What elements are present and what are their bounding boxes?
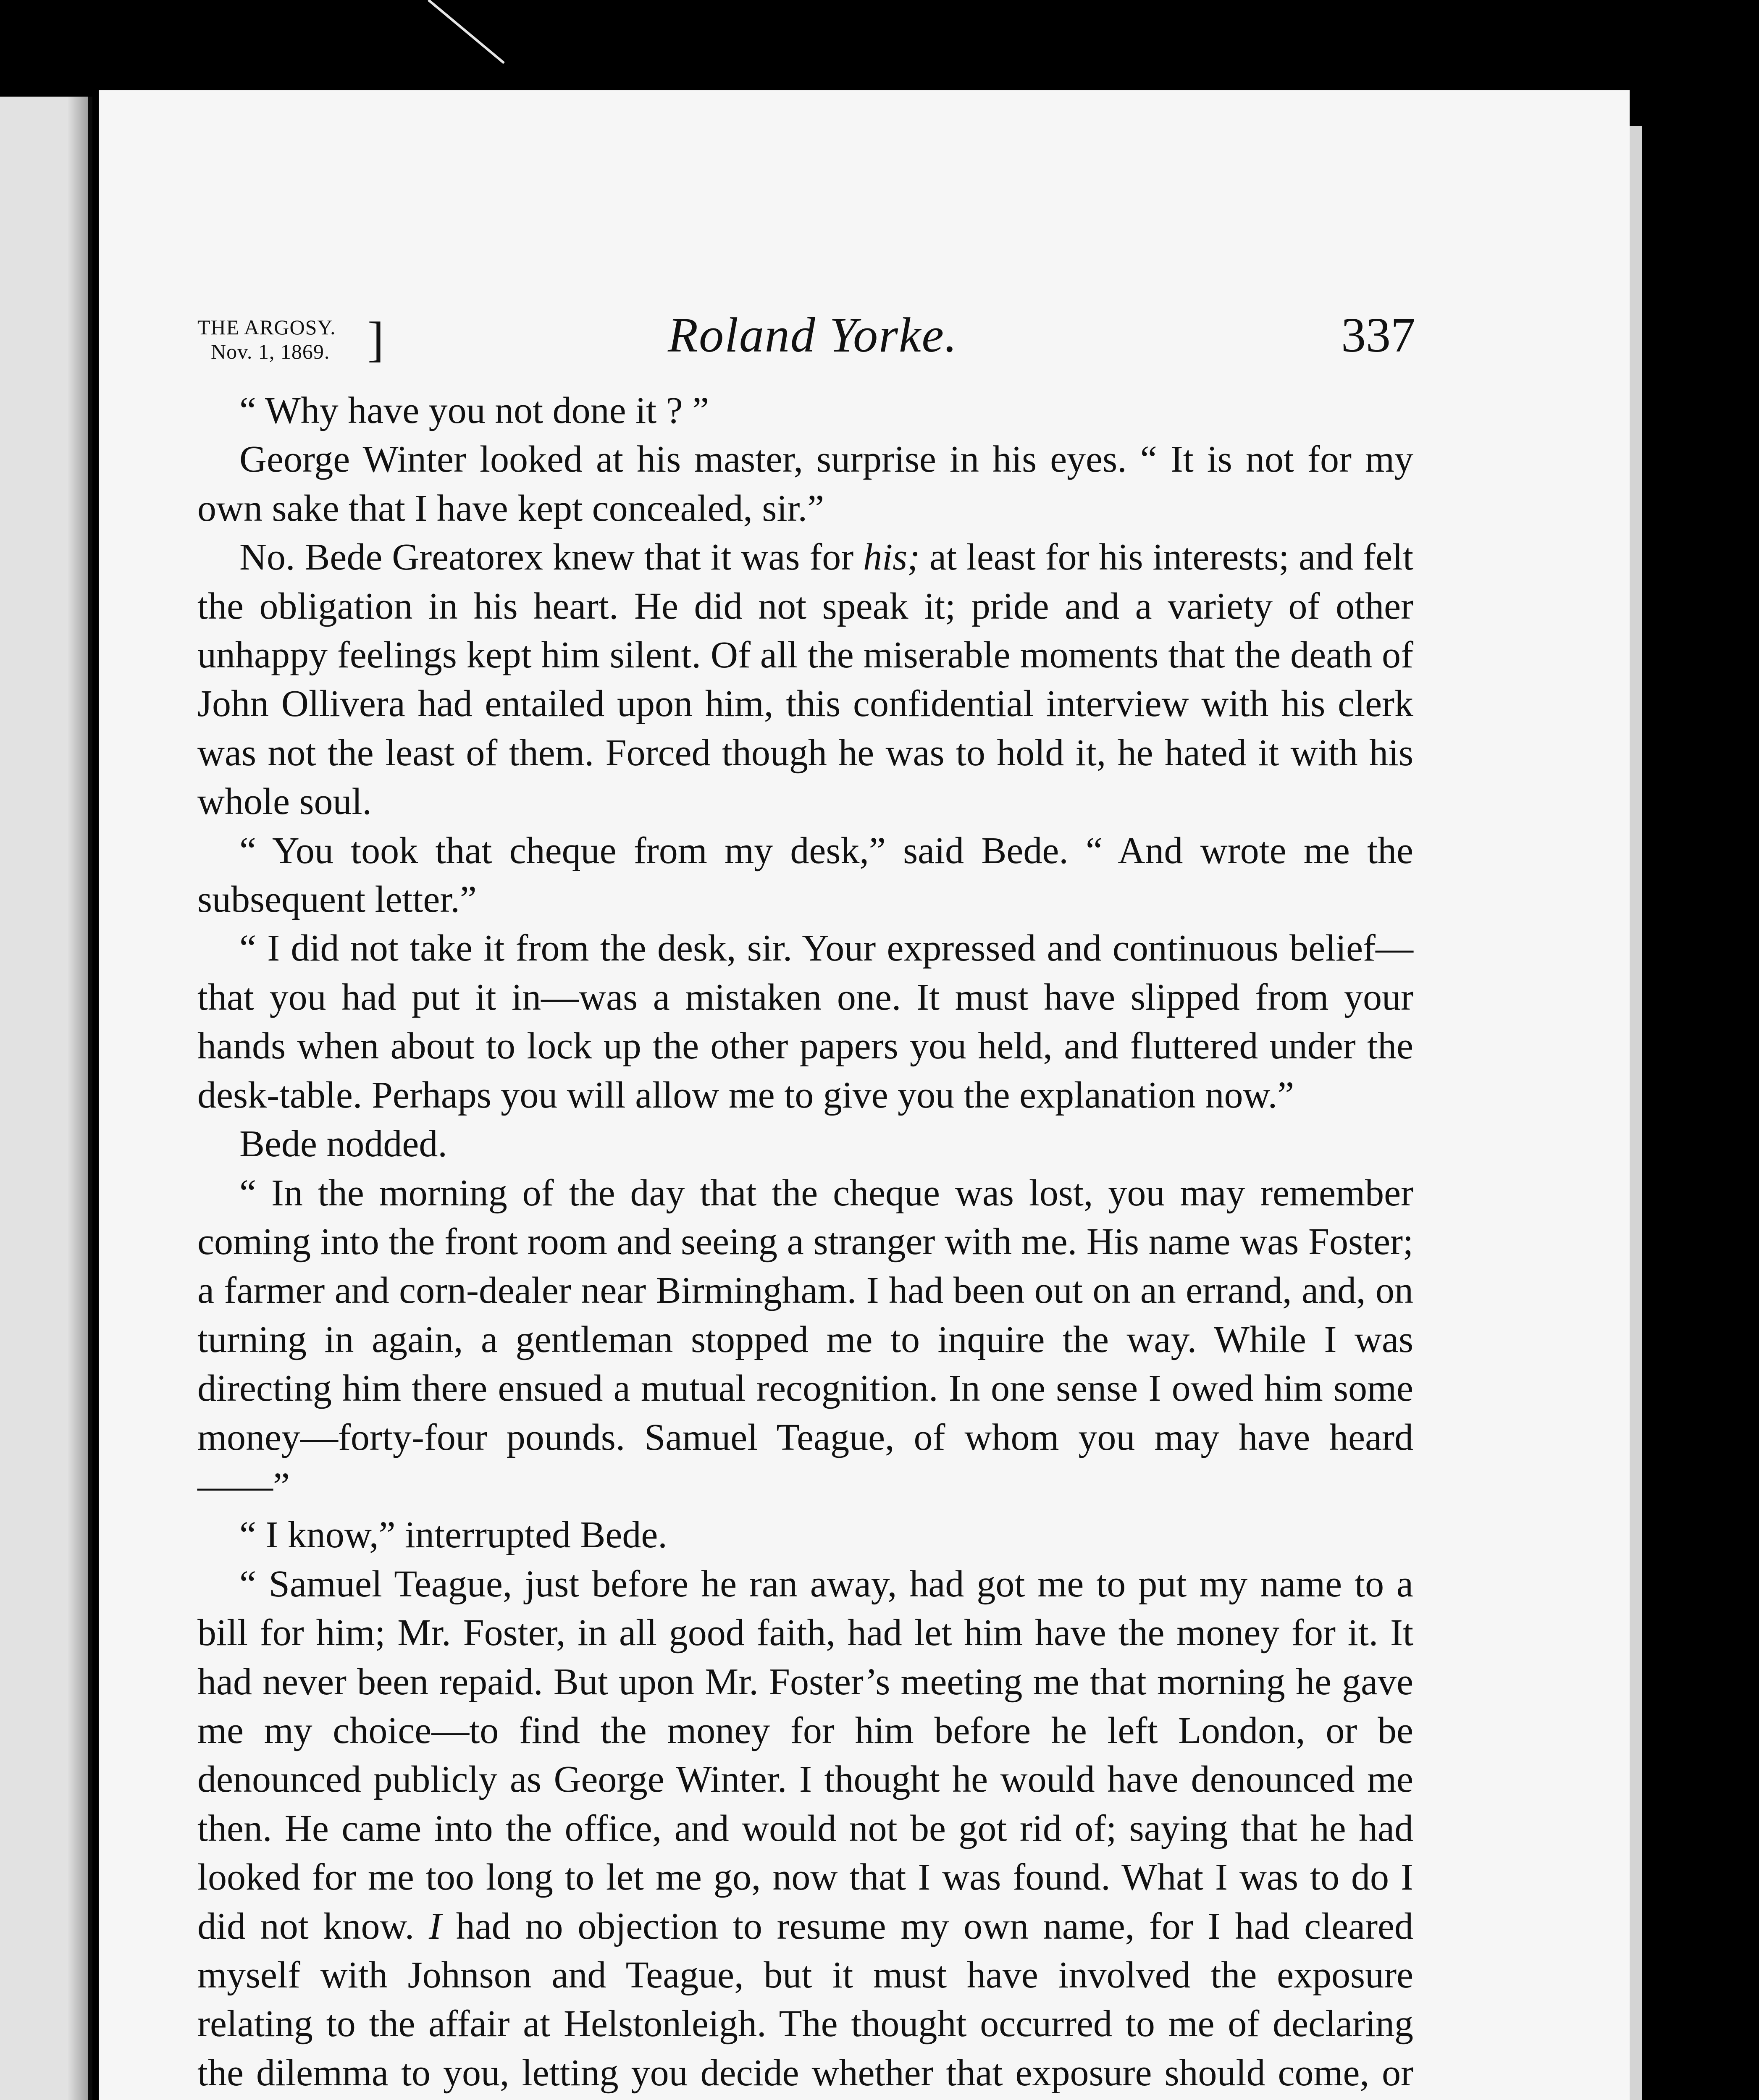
paragraph	[197, 1560, 1413, 2100]
paragraph-text: No. Bede Greatorex knew that it was for	[239, 536, 864, 578]
paragraph-text: “ You took that cheque from my desk,” said Bede. “ And wrote me the subsequent letter.”	[197, 830, 1413, 921]
paragraph-text: Bede nodded.	[239, 1123, 447, 1165]
paragraph	[197, 1120, 1413, 1168]
paragraph	[197, 533, 1413, 826]
paragraph	[197, 1169, 1413, 1511]
paragraph-text: “ Why have you not done it ? ”	[239, 390, 709, 431]
paragraph	[197, 827, 1413, 924]
italic-text: his;	[863, 536, 920, 578]
journal-name: THE ARGOSY.	[197, 315, 336, 339]
paragraph	[197, 435, 1413, 533]
journal-reference	[197, 312, 385, 367]
page-edge	[1630, 126, 1642, 2100]
running-title: Roland Yorke.	[668, 307, 958, 362]
running-head	[197, 298, 1415, 382]
paragraph	[197, 924, 1413, 1120]
page-number: 337	[1341, 307, 1415, 362]
paragraph-text: “ In the morning of the day that the cheque was lost, you may remember coming into the front room and seeing a stranger with me. His name was Foster; a farmer and corn-dealer near Birmingham. I had been out on an errand, and, on turning in again, a gentleman stopped me to inquire the way. While I was directing him there ensued a mutual recognition. In one sense I owed him some money—forty-four pounds. Samuel Teague, of whom you may have heard——”	[197, 1172, 1413, 1507]
gutter-shadow	[67, 97, 92, 2100]
paragraph-text: “ I know,” interrupted Bede.	[239, 1514, 667, 1556]
paragraph	[197, 386, 1413, 435]
paragraph	[197, 1511, 1413, 1559]
paragraph-text: George Winter looked at his master, surprise in his eyes. “ It is not for my own sake that I have kept concealed, sir.”	[197, 438, 1413, 529]
paragraph-text: “ I did not take it from the desk, sir. Your expressed and continuous belief—that you had put it in—was a mistaken one. It must have slipped from your hands when about to lock up the other papers you held, and fluttered under the desk-table. Perhaps you will allow me to give you the explanation now.”	[197, 927, 1413, 1116]
paragraph-text: at least for his interests; and felt the obligation in his heart. He did not speak it; pride and a variety of other unhappy feelings kept him silent. Of all the miserable moments that the death of John Ollivera had entailed upon him, this confidential interview with his clerk was not the least of them. Forced though he was to hold it, he hated it with his whole soul.	[197, 536, 1413, 823]
body-text	[197, 386, 1413, 2100]
italic-text: I	[428, 1905, 441, 1947]
closing-bracket: ]	[368, 312, 385, 367]
paragraph-text: “ Samuel Teague, just before he ran away, had got me to put my name to a bill for him; Mr. Foster, in all good faith, had let him have the money for it. It had never been repaid. But upon Mr. Foster’s meeting me that morning he gave me my choice—to find the money for him before he left London, or be denounced publicly as George Winter. I thought he would have denounced me then. He came into the office, and would not be got rid of; saying that he had looked for me too long to let me go, now that I was found. What I was to do I did not know.	[197, 1563, 1413, 1947]
issue-date: Nov. 1, 1869.	[211, 340, 330, 363]
paragraph-text: had no objection to resume my own name, for I had cleared myself with Johnson and Teague, but it must have involved the exposure relating to the affair at Helstonleigh. The thought occurred to me of declaring the dilemma to you, letting you decide whether that exposure should come, or	[197, 1905, 1413, 2094]
scan-artifact-line	[424, 0, 508, 67]
